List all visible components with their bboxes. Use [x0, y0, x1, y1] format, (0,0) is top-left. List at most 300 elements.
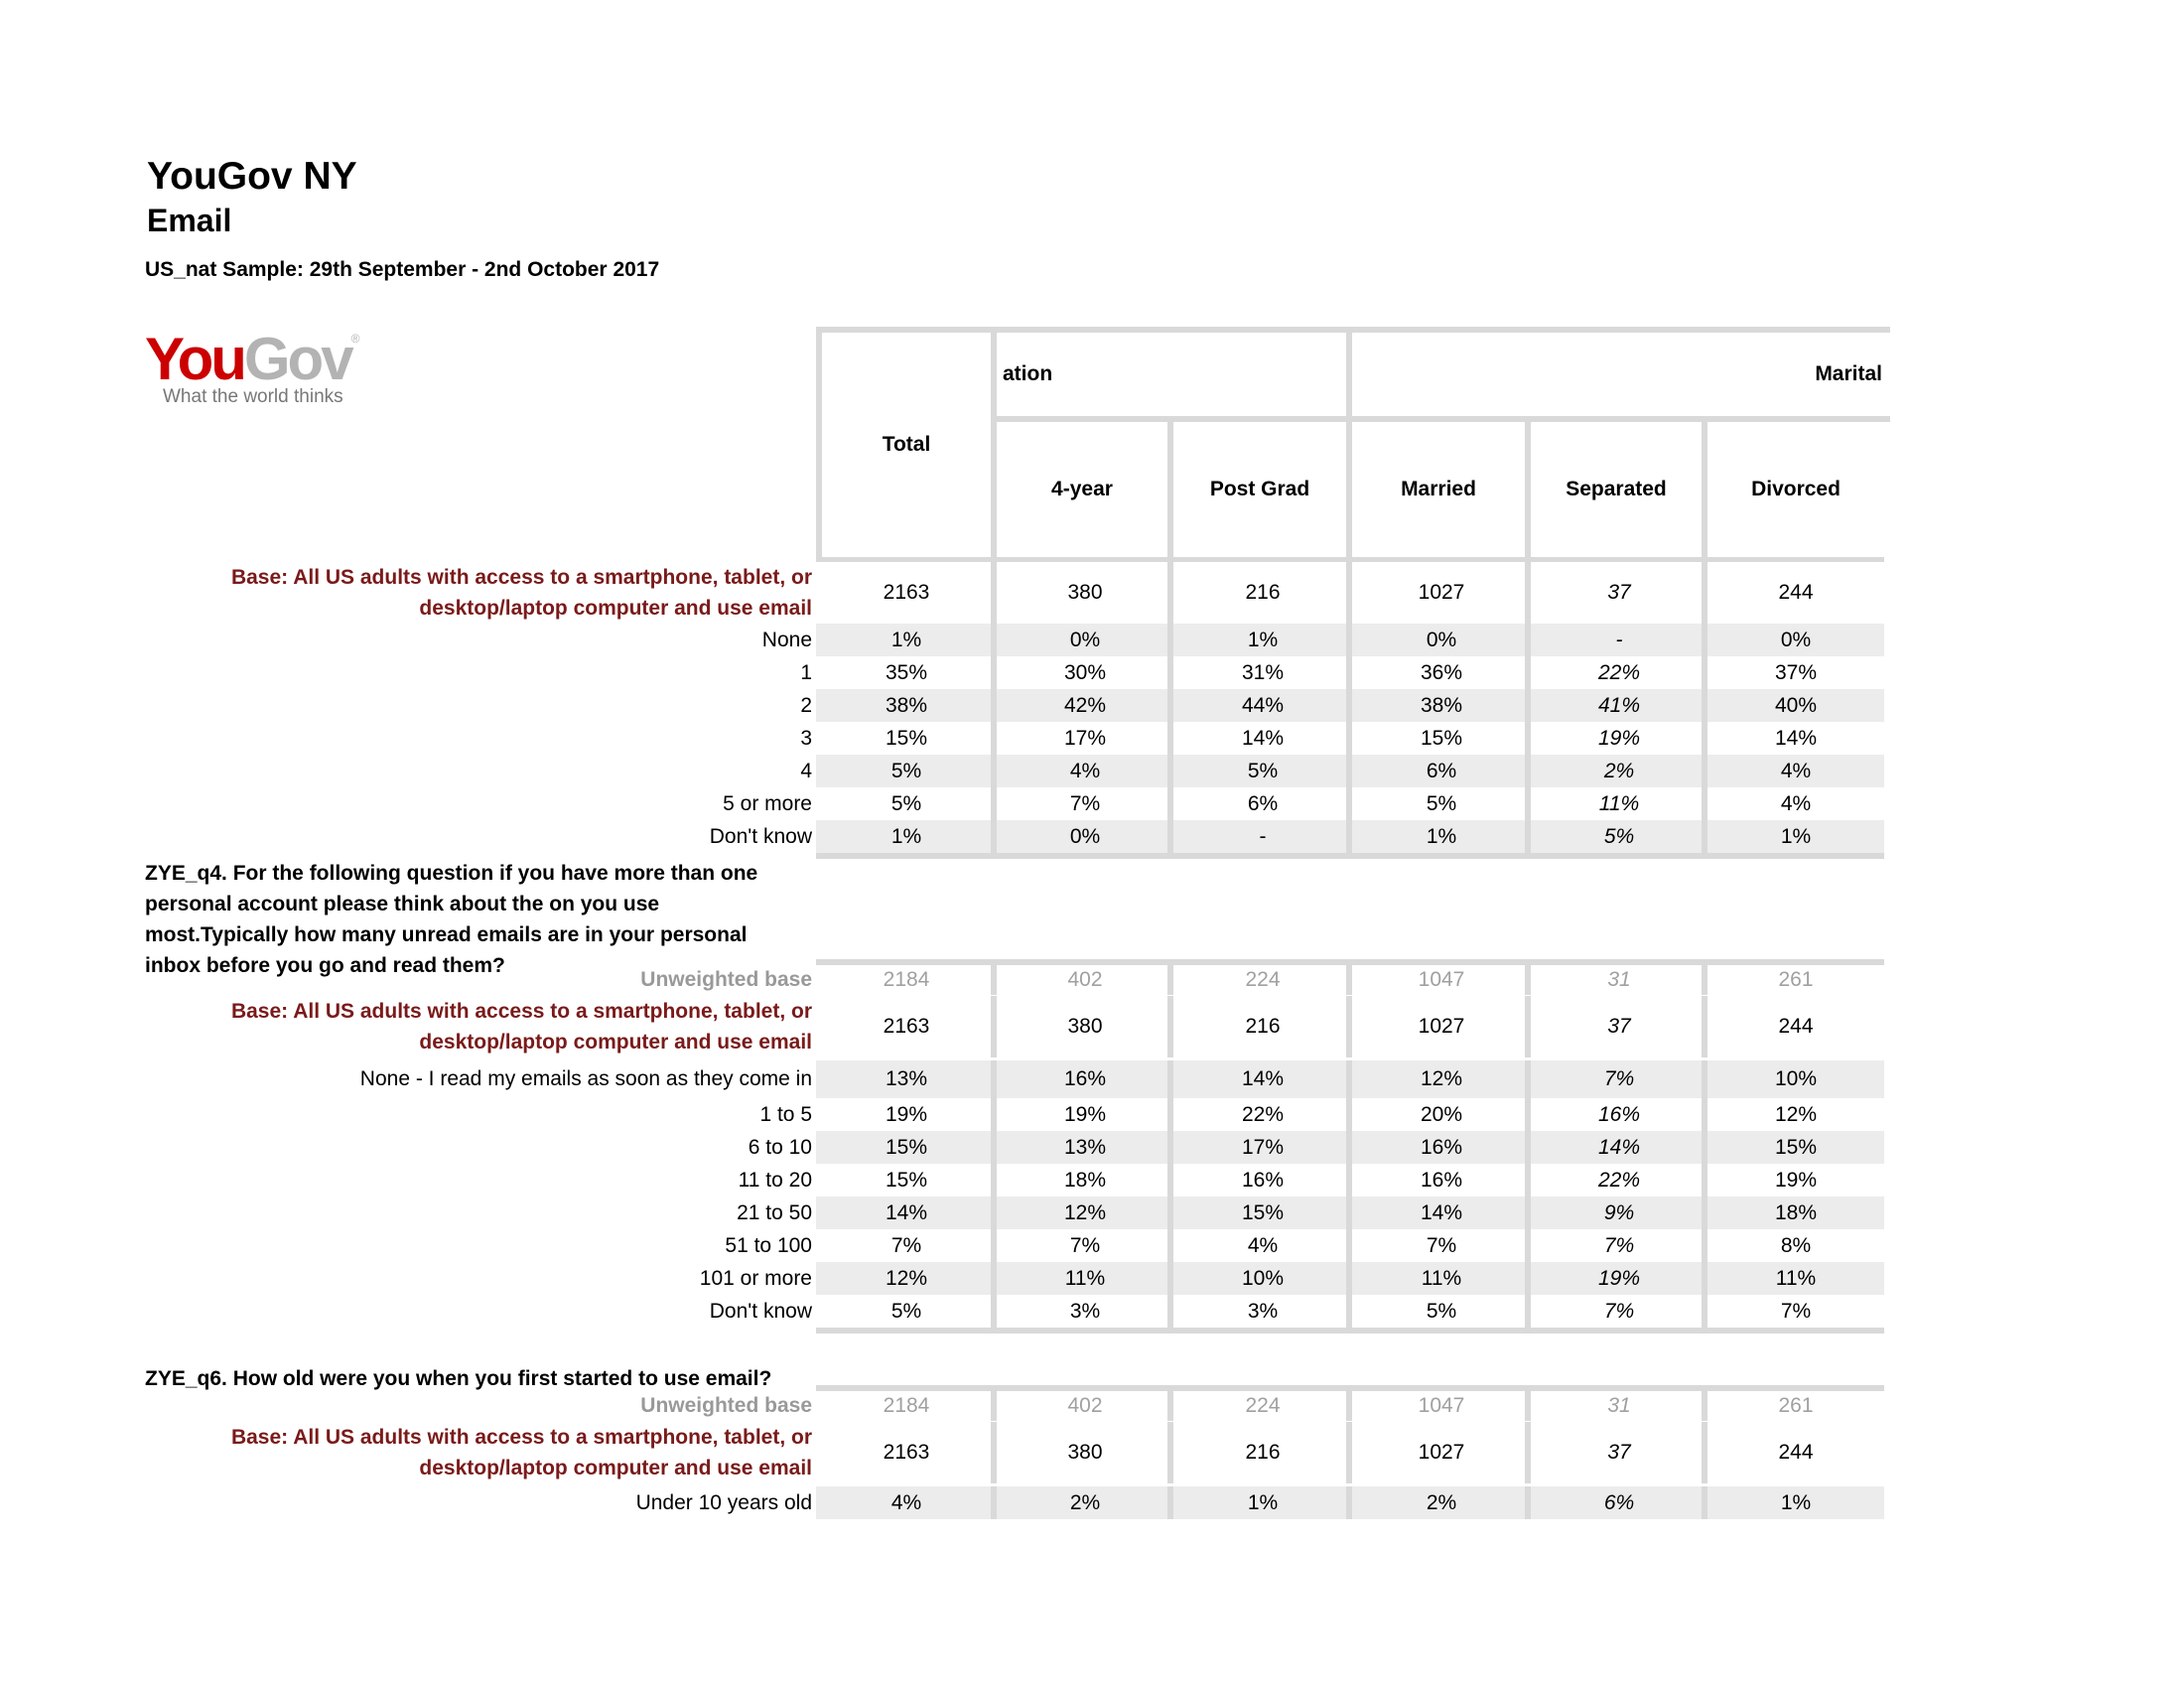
cell: 16% [1420, 1135, 1463, 1159]
divider [1525, 1262, 1531, 1295]
table-row [816, 722, 1884, 755]
cell: 14% [1774, 726, 1818, 750]
cell: 9% [1603, 1200, 1635, 1224]
header-col-postgrad [1167, 416, 1352, 563]
divider [1346, 1131, 1352, 1164]
question-line: most.Typically how many unread emails are in your personal [145, 923, 748, 946]
cell: 31% [1241, 660, 1285, 684]
divider [1167, 1164, 1173, 1196]
header-col-label: Divorced [1751, 478, 1841, 500]
row-label: None [761, 628, 812, 651]
divider [1167, 1098, 1173, 1131]
cell: 42% [1063, 693, 1107, 717]
divider [1525, 996, 1531, 1057]
table-row [816, 1196, 1884, 1229]
cell: 3% [1247, 1299, 1279, 1323]
cell: 216 [1245, 1441, 1281, 1464]
cell: 5% [1247, 759, 1279, 782]
divider [1525, 1098, 1531, 1131]
cell: 17% [1063, 726, 1107, 750]
divider [1525, 1422, 1531, 1483]
divider [1346, 1391, 1352, 1421]
cell: 40% [1774, 693, 1818, 717]
cell: 12% [1420, 1067, 1463, 1090]
base-label-line: desktop/laptop computer and use email [419, 1031, 812, 1054]
logo-gov: Gov [243, 326, 351, 392]
divider [1167, 656, 1173, 689]
cell: 261 [1778, 1394, 1814, 1417]
divider [1702, 1391, 1707, 1421]
cell: 11% [1775, 1266, 1817, 1290]
divider [1346, 1196, 1352, 1229]
header-group-education-label: ation [1003, 362, 1053, 385]
divider [991, 755, 997, 787]
row-label: Unweighted base [640, 968, 812, 991]
divider [1702, 1486, 1707, 1519]
divider [991, 1098, 997, 1131]
base-label [231, 562, 812, 624]
divider [1346, 689, 1352, 722]
question-line: personal account please think about the on you use [145, 893, 660, 915]
cell: 16% [1063, 1067, 1107, 1090]
table-row [816, 1262, 1884, 1295]
cell: 5% [1603, 824, 1635, 848]
divider [1167, 689, 1173, 722]
cell: 2163 [883, 581, 930, 604]
divider [1346, 722, 1352, 755]
divider [991, 820, 997, 853]
table-row [816, 820, 1884, 853]
header-total [816, 327, 997, 563]
header-col-label: Post Grad [1209, 478, 1310, 500]
divider [1525, 624, 1531, 656]
question-line: inbox before you go and read them? [145, 954, 505, 977]
question-text [145, 1363, 771, 1394]
base-label-line: desktop/laptop computer and use email [419, 1457, 812, 1479]
cell: 2163 [883, 1015, 930, 1038]
table-row [816, 1098, 1884, 1131]
cell: 2% [1069, 1490, 1101, 1514]
divider [991, 1164, 997, 1196]
cell: 16% [1597, 1102, 1641, 1126]
unweighted-base-row [816, 965, 1884, 995]
divider [1702, 1098, 1707, 1131]
divider [1346, 624, 1352, 656]
row-label: 1 [800, 660, 812, 684]
divider [1525, 689, 1531, 722]
row-label: Unweighted base [640, 1394, 812, 1417]
question-line: ZYE_q4. For the following question if you have more than one [145, 862, 758, 885]
cell: 2% [1603, 759, 1635, 782]
divider [991, 1422, 997, 1483]
base-row [816, 1422, 1884, 1483]
unweighted-base-row [816, 1391, 1884, 1421]
cell: 36% [1420, 660, 1463, 684]
cell: 15% [885, 726, 928, 750]
cell: 0% [1069, 824, 1101, 848]
divider [991, 1295, 997, 1328]
cell: 37 [1607, 581, 1631, 604]
logo-tagline: What the world thinks [163, 386, 343, 407]
cell: 4% [1780, 791, 1812, 815]
row-label: 21 to 50 [737, 1200, 812, 1224]
divider [991, 1229, 997, 1262]
table-row [816, 1486, 1884, 1519]
divider [1525, 1229, 1531, 1262]
divider [1167, 1486, 1173, 1519]
cell: 7% [1603, 1299, 1635, 1323]
cell: 19% [1063, 1102, 1107, 1126]
divider [1346, 965, 1352, 995]
cell: 7% [1069, 1233, 1101, 1257]
cell: 13% [885, 1067, 928, 1090]
divider [991, 1131, 997, 1164]
cell: 1% [1780, 1490, 1812, 1514]
page-title: YouGov NY [147, 155, 357, 198]
divider [1702, 1164, 1707, 1196]
table-border [816, 853, 1884, 859]
cell: 17% [1241, 1135, 1285, 1159]
cell: 10% [1774, 1067, 1818, 1090]
sample-description: US_nat Sample: 29th September - 2nd October 2017 [145, 258, 660, 281]
row-label: 5 or more [723, 791, 812, 815]
divider [1346, 996, 1352, 1057]
divider [1525, 1060, 1531, 1098]
table-row [816, 755, 1884, 787]
table-row [816, 1229, 1884, 1262]
header-col-label: Separated [1566, 478, 1667, 500]
header-group-marital-label: Marital [1815, 362, 1882, 385]
cell: 19% [885, 1102, 928, 1126]
divider [991, 1262, 997, 1295]
divider [1702, 787, 1707, 820]
table-row [816, 1060, 1884, 1098]
cell: 31 [1607, 968, 1631, 991]
cell: 244 [1778, 581, 1814, 604]
divider [1525, 1131, 1531, 1164]
cell: 37 [1607, 1441, 1631, 1464]
cell: 2163 [883, 1441, 930, 1464]
divider [1346, 1060, 1352, 1098]
row-label: 3 [800, 726, 812, 750]
cell: 261 [1778, 968, 1814, 991]
divider [1702, 820, 1707, 853]
cell: 22% [1597, 1168, 1641, 1192]
cell: 31 [1607, 1394, 1631, 1417]
divider [1525, 965, 1531, 995]
divider [1167, 624, 1173, 656]
cell: 2184 [883, 1394, 930, 1417]
cell: 11% [1064, 1266, 1106, 1290]
cell: 15% [885, 1135, 928, 1159]
cell: 2184 [883, 968, 930, 991]
divider [1525, 820, 1531, 853]
divider [1702, 1196, 1707, 1229]
header-col-label: 4-year [1051, 478, 1113, 500]
divider [1167, 1295, 1173, 1328]
divider [1702, 1262, 1707, 1295]
cell: 1027 [1418, 1015, 1465, 1038]
divider [1346, 1295, 1352, 1328]
cell: - [1259, 824, 1267, 848]
divider [1167, 1422, 1173, 1483]
cell: 1047 [1418, 1394, 1465, 1417]
base-label-line: Base: All US adults with access to a smartphone, tablet, or [230, 1000, 812, 1023]
cell: 6% [1426, 759, 1457, 782]
divider [1346, 1229, 1352, 1262]
row-label: Don't know [709, 824, 812, 848]
base-label [231, 1422, 812, 1483]
divider [991, 656, 997, 689]
cell: 37% [1774, 660, 1818, 684]
cell: 1% [890, 824, 922, 848]
cell: 5% [1426, 1299, 1457, 1323]
table-row [816, 787, 1884, 820]
divider [1702, 1295, 1707, 1328]
cell: 5% [890, 759, 922, 782]
divider [1167, 996, 1173, 1057]
divider [1525, 722, 1531, 755]
divider [991, 787, 997, 820]
divider [991, 1196, 997, 1229]
row-label: Under 10 years old [635, 1490, 812, 1514]
cell: 15% [1774, 1135, 1818, 1159]
row-label: 6 to 10 [748, 1135, 812, 1159]
header-col-4year [991, 416, 1173, 563]
row-label: 101 or more [699, 1266, 812, 1290]
cell: 216 [1245, 581, 1281, 604]
table-row [816, 1131, 1884, 1164]
divider [1702, 689, 1707, 722]
base-label-line: Base: All US adults with access to a smartphone, tablet, or [230, 1426, 812, 1449]
cell: 19% [1774, 1168, 1818, 1192]
divider [1346, 1486, 1352, 1519]
base-label-line: desktop/laptop computer and use email [419, 597, 812, 620]
row-label: 51 to 100 [725, 1233, 812, 1257]
cell: 38% [885, 693, 928, 717]
divider [991, 1391, 997, 1421]
cell: 7% [1603, 1233, 1635, 1257]
table-row [816, 624, 1884, 656]
cell: 0% [1780, 628, 1812, 651]
cell: 14% [1420, 1200, 1463, 1224]
header-group-education [991, 327, 1352, 422]
divider [1346, 1422, 1352, 1483]
divider [1346, 755, 1352, 787]
divider [1702, 722, 1707, 755]
cell: 244 [1778, 1441, 1814, 1464]
divider [1167, 1131, 1173, 1164]
cell: 2% [1426, 1490, 1457, 1514]
base-row [816, 562, 1884, 624]
cell: 15% [1420, 726, 1463, 750]
divider [1525, 787, 1531, 820]
yougov-logo [145, 326, 383, 421]
divider [1346, 820, 1352, 853]
cell: 224 [1245, 1394, 1281, 1417]
divider [1525, 1486, 1531, 1519]
cell: 30% [1063, 660, 1107, 684]
cell: 22% [1597, 660, 1641, 684]
divider [1346, 1164, 1352, 1196]
cell: 15% [885, 1168, 928, 1192]
divider [1167, 1262, 1173, 1295]
divider [1702, 755, 1707, 787]
cell: 216 [1245, 1015, 1281, 1038]
cell: 380 [1067, 1015, 1103, 1038]
page-subtitle: Email [147, 203, 232, 238]
cell: 1% [1426, 824, 1457, 848]
divider [1702, 1060, 1707, 1098]
cell: 3% [1069, 1299, 1101, 1323]
base-label [231, 996, 812, 1057]
cell: - [1615, 628, 1623, 651]
header-col-married [1346, 416, 1531, 563]
divider [1167, 1229, 1173, 1262]
table-row [816, 689, 1884, 722]
cell: 11% [1598, 791, 1640, 815]
cell: 12% [1774, 1102, 1818, 1126]
cell: 7% [1069, 791, 1101, 815]
cell: 1% [1247, 1490, 1279, 1514]
cell: 38% [1420, 693, 1463, 717]
divider [1167, 965, 1173, 995]
cell: 11% [1421, 1266, 1462, 1290]
cell: 12% [885, 1266, 928, 1290]
divider [1525, 1295, 1531, 1328]
cell: 1% [1247, 628, 1279, 651]
row-label: Don't know [709, 1299, 812, 1323]
cell: 14% [1597, 1135, 1641, 1159]
divider [1702, 996, 1707, 1057]
cell: 15% [1241, 1200, 1285, 1224]
divider [991, 1060, 997, 1098]
cell: 8% [1780, 1233, 1812, 1257]
divider [1167, 722, 1173, 755]
row-label: 2 [800, 693, 812, 717]
cell: 380 [1067, 581, 1103, 604]
divider [991, 722, 997, 755]
cell: 35% [885, 660, 928, 684]
cell: 14% [1241, 1067, 1285, 1090]
logo-you: You [145, 326, 244, 392]
cell: 1027 [1418, 581, 1465, 604]
cell: 7% [1780, 1299, 1812, 1323]
cell: 1047 [1418, 968, 1465, 991]
row-label: None - I read my emails as soon as they come in [359, 1067, 812, 1090]
cell: 22% [1241, 1102, 1285, 1126]
cell: 6% [1603, 1490, 1635, 1514]
divider [1525, 755, 1531, 787]
divider [1346, 1262, 1352, 1295]
cell: 41% [1597, 693, 1641, 717]
cell: 37 [1607, 1015, 1631, 1038]
table-border [816, 1328, 1884, 1334]
cell: 1% [1780, 824, 1812, 848]
cell: 0% [1069, 628, 1101, 651]
cell: 4% [1069, 759, 1101, 782]
cell: 244 [1778, 1015, 1814, 1038]
cell: 6% [1247, 791, 1279, 815]
divider [1525, 1164, 1531, 1196]
base-row [816, 996, 1884, 1057]
cell: 402 [1067, 968, 1103, 991]
cell: 20% [1420, 1102, 1463, 1126]
header-group-marital [1346, 327, 1890, 422]
header-col-separated [1525, 416, 1707, 563]
question-line: ZYE_q6. How old were you when you first started to use email? [145, 1367, 772, 1390]
cell: 16% [1241, 1168, 1285, 1192]
row-label: 4 [800, 759, 812, 782]
cell: 10% [1241, 1266, 1285, 1290]
cell: 44% [1241, 693, 1285, 717]
cell: 13% [1063, 1135, 1107, 1159]
table-row [816, 1164, 1884, 1196]
cell: 19% [1597, 726, 1641, 750]
cell: 224 [1245, 968, 1281, 991]
divider [1702, 1131, 1707, 1164]
cell: 7% [890, 1233, 922, 1257]
cell: 5% [1426, 791, 1457, 815]
cell: 7% [1426, 1233, 1457, 1257]
cell: 7% [1603, 1067, 1635, 1090]
divider [1167, 1196, 1173, 1229]
divider [1702, 656, 1707, 689]
divider [1346, 1098, 1352, 1131]
divider [1346, 787, 1352, 820]
cell: 402 [1067, 1394, 1103, 1417]
cell: 4% [1780, 759, 1812, 782]
header-col-label: Married [1401, 478, 1476, 500]
cell: 1027 [1418, 1441, 1465, 1464]
divider [991, 996, 997, 1057]
divider [1525, 1391, 1531, 1421]
cell: 4% [890, 1490, 922, 1514]
cell: 14% [1241, 726, 1285, 750]
divider [991, 965, 997, 995]
question-text [145, 858, 757, 981]
row-label: 11 to 20 [738, 1168, 812, 1192]
divider [1167, 1060, 1173, 1098]
divider [1702, 624, 1707, 656]
cell: 19% [1597, 1266, 1641, 1290]
cell: 380 [1067, 1441, 1103, 1464]
cell: 18% [1774, 1200, 1818, 1224]
table-row [816, 1295, 1884, 1328]
divider [1702, 965, 1707, 995]
divider [1167, 787, 1173, 820]
cell: 18% [1063, 1168, 1107, 1192]
divider [1167, 755, 1173, 787]
divider [991, 1486, 997, 1519]
divider [1167, 820, 1173, 853]
cell: 12% [1063, 1200, 1107, 1224]
divider [1702, 1229, 1707, 1262]
row-label: 1 to 5 [759, 1102, 812, 1126]
header-total-label: Total [882, 433, 931, 456]
divider [991, 689, 997, 722]
header-col-divorced [1702, 416, 1884, 563]
base-label-line: Base: All US adults with access to a smartphone, tablet, or [230, 566, 812, 589]
divider [991, 624, 997, 656]
logo-reg: ® [350, 332, 360, 346]
divider [1167, 1391, 1173, 1421]
cell: 5% [890, 1299, 922, 1323]
divider [1346, 656, 1352, 689]
cell: 5% [890, 791, 922, 815]
cell: 16% [1420, 1168, 1463, 1192]
cell: 1% [890, 628, 922, 651]
